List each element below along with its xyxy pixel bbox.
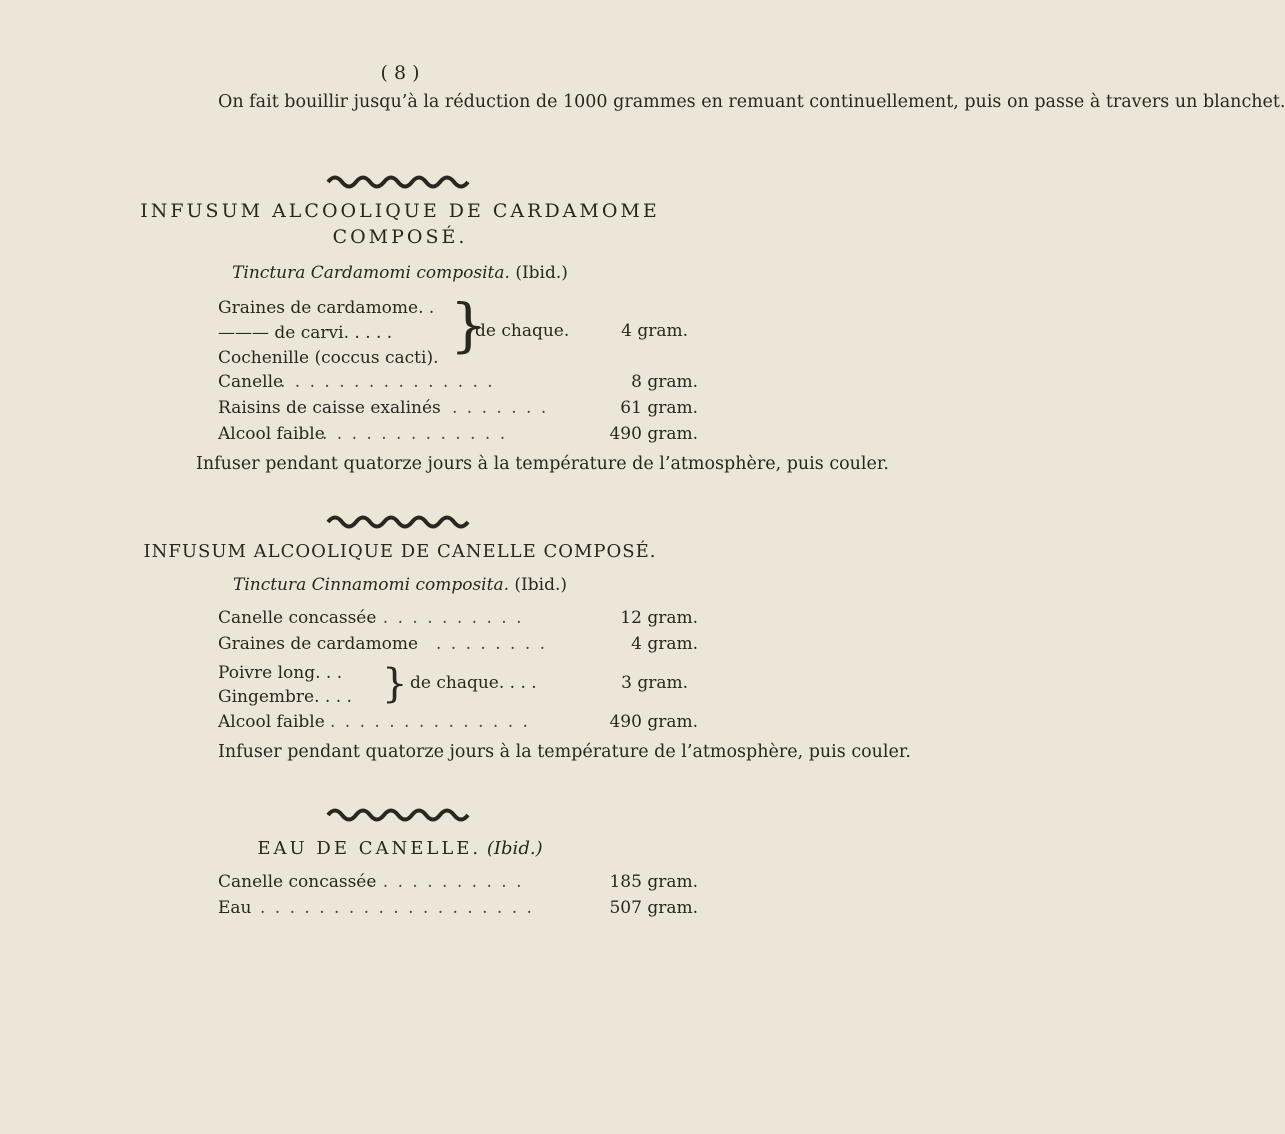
instruction-text: Infuser pendant quatorze jours à la température de l’atmosphère, puis couler. bbox=[196, 454, 889, 474]
ingredient-name: Raisins de caisse exalinés bbox=[218, 398, 441, 418]
section1-ref: (Ibid.) bbox=[515, 263, 568, 283]
ingredient-row bbox=[218, 712, 718, 736]
ingredient-qty: 61 gram. bbox=[620, 398, 698, 418]
grouped-item: Poivre long. . . bbox=[218, 663, 343, 683]
ingredient-name: Canelle concassée bbox=[218, 872, 377, 892]
section2-instruction bbox=[218, 738, 911, 766]
ingredient-qty: 507 gram. bbox=[609, 898, 698, 918]
section2-title: INFUSUM ALCOOLIQUE DE CANELLE COMPOSÉ. bbox=[143, 541, 657, 562]
grouped-item: Cochenille (coccus cacti). bbox=[218, 348, 439, 368]
ingredient-row bbox=[218, 872, 718, 896]
grouped-item: ——— de carvi. . . . . bbox=[218, 323, 393, 343]
ingredient-qty: 4 gram. bbox=[631, 634, 698, 654]
instruction-text: Infuser pendant quatorze jours à la température de l’atmosphère, puis couler. bbox=[218, 742, 911, 762]
leader-dots: . . . . . . . . . . . bbox=[368, 872, 524, 892]
ingredient-row bbox=[218, 424, 718, 448]
section2-ref: (Ibid.) bbox=[514, 575, 567, 595]
ingredient-name: Canelle concassée bbox=[218, 608, 377, 628]
ingredient-name: Canelle bbox=[218, 372, 284, 392]
section1-latin-name: Tinctura Cardamomi composita. bbox=[232, 263, 510, 283]
ingredient-name: Alcool faible bbox=[218, 424, 325, 444]
ingredient-name: Eau bbox=[218, 898, 252, 918]
ingredient-row bbox=[218, 608, 718, 632]
ingredient-row bbox=[218, 634, 718, 658]
section3-title bbox=[0, 838, 800, 859]
section2-latin-name: Tinctura Cinnamomi composita. bbox=[232, 575, 509, 595]
ingredient-name: Graines de cardamome bbox=[218, 634, 419, 654]
section2-grouped-label: de chaque. . . . bbox=[410, 673, 537, 693]
leader-dots: . . . . . . . . . . . bbox=[368, 608, 524, 628]
ingredient-qty: 490 gram. bbox=[609, 424, 698, 444]
ornament-divider-3 bbox=[0, 803, 800, 827]
section1-instruction bbox=[196, 450, 889, 478]
section2-subtitle bbox=[0, 575, 800, 595]
ingredient-qty: 8 gram. bbox=[631, 372, 698, 392]
ingredient-qty: 185 gram. bbox=[609, 872, 698, 892]
leader-dots: . . . . . . . . . . . . . . . bbox=[280, 372, 495, 392]
section1-grouped-qty: 4 gram. bbox=[621, 321, 688, 341]
grouped-item: Graines de cardamome. . bbox=[218, 298, 435, 318]
leader-dots: . . . . . . . . bbox=[436, 634, 548, 654]
ornament-divider-2 bbox=[0, 510, 800, 534]
leader-dots: . . . . . . . . . . . . . . bbox=[330, 712, 530, 732]
section3-ref: (Ibid.) bbox=[486, 838, 543, 859]
intro-text: On fait bouillir jusqu’à la réduction de 1000 grammes en remuant continuellement, puis on passe à travers un blanchet. bbox=[218, 92, 1285, 112]
section3-title-text: EAU DE CANELLE. bbox=[257, 838, 482, 859]
section1-title: INFUSUM ALCOOLIQUE DE CARDAMOME bbox=[140, 200, 660, 222]
ornament-divider-1 bbox=[0, 170, 800, 194]
ingredient-row bbox=[218, 398, 718, 422]
leader-dots: . . . . . . . bbox=[452, 398, 549, 418]
page-number: ( 8 ) bbox=[380, 62, 420, 84]
leader-dots: . . . . . . . . . . . . . . . . . . . bbox=[260, 898, 534, 918]
section2-grouped-items bbox=[218, 661, 352, 709]
ingredient-qty: 490 gram. bbox=[609, 712, 698, 732]
wavy-rule-ornament-icon bbox=[320, 803, 480, 823]
right-brace-icon: } bbox=[450, 291, 487, 359]
section1-grouped-label: de chaque. bbox=[475, 321, 570, 341]
section1-grouped-items bbox=[218, 296, 439, 371]
ingredient-qty: 12 gram. bbox=[620, 608, 698, 628]
leader-dots: . . . . . . . . . . . . . bbox=[322, 424, 508, 444]
wavy-rule-ornament-icon bbox=[320, 510, 480, 530]
right-brace-icon: } bbox=[382, 661, 408, 707]
section1-title-line2: COMPOSÉ. bbox=[332, 226, 468, 248]
section2-grouped-qty: 3 gram. bbox=[621, 673, 688, 693]
ingredient-row bbox=[218, 372, 718, 396]
wavy-rule-ornament-icon bbox=[320, 170, 480, 190]
grouped-item: Gingembre. . . . bbox=[218, 687, 352, 707]
intro-paragraph bbox=[196, 88, 1285, 116]
section1-subtitle bbox=[0, 263, 800, 283]
ingredient-row bbox=[218, 898, 718, 922]
ingredient-name: Alcool faible bbox=[218, 712, 325, 732]
